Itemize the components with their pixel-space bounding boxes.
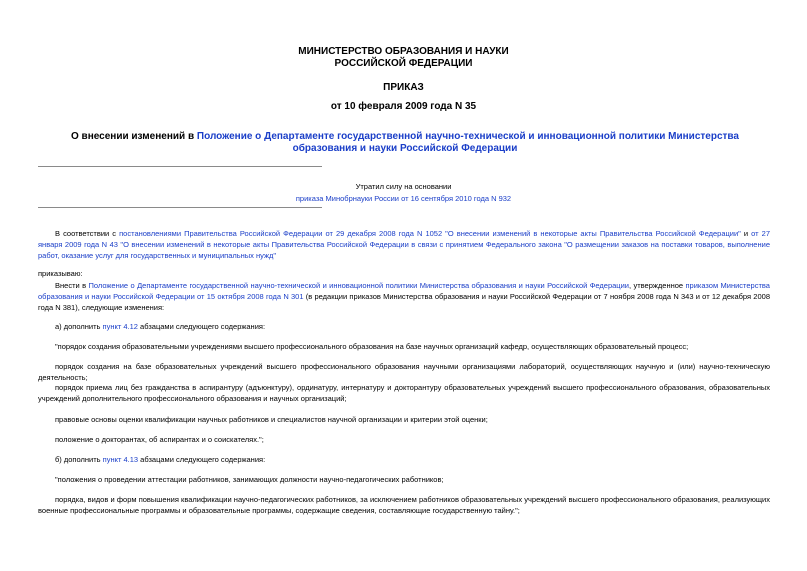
divider-top bbox=[38, 166, 322, 167]
paragraph-a-5: положение о докторантах, об аспирантах и о соискателях."; bbox=[55, 435, 264, 444]
paragraph-b-1: "положения о проведении аттестации работников, занимающих должности научно-педагогических работников; bbox=[55, 475, 444, 484]
title-link[interactable]: Положение о Департаменте государственной научно-технической и инновационной политики Министерства образования и науки Российской Федерации bbox=[196, 131, 739, 154]
item-a-text-1: а) дополнить bbox=[55, 322, 103, 331]
item-a-text-2: абзацами следующего содержания: bbox=[137, 322, 266, 331]
item-b bbox=[38, 454, 770, 465]
paragraph-a-4: правовые основы оценки квалификации научных работников и специалистов научной организации и критерии этой оценки; bbox=[55, 415, 488, 424]
intro-link-1[interactable]: Положение о Департаменте государственной научно-технической и инновационной политики Министерства образования и науки Российской Федерации bbox=[88, 281, 629, 290]
paragraph-a-1: "порядок создания образовательными учреждениями высшего профессионального образования на базе научных организаций кафедр, осуществляющих образовательный процесс; bbox=[55, 342, 689, 351]
intro-text-2: , утвержденное bbox=[628, 281, 686, 290]
paragraph-a-3: порядок приема лиц без гражданства в аспирантуру (адъюнктуру), ординатуру, интернатуру и докторантуру образовательных учреждений высшего профессионального образования, образовательных учреждений дополнительного профессионального образования и научных организаций; bbox=[38, 383, 770, 403]
title-prefix: О внесении изменений в bbox=[71, 131, 197, 142]
preamble-link-1[interactable]: постановлениями Правительства Российской Федерации от 29 декабря 2008 года N 1052 "О внесении изменений в некоторые акты Правительства Российской Федерации" bbox=[119, 229, 741, 238]
intro-link-2[interactable]: приказом Министерства образования и науки Российской Федерации от 15 октября 2008 года N 301 bbox=[38, 281, 770, 301]
item-a bbox=[38, 321, 770, 332]
paragraph-b-2: порядка, видов и форм повышения квалификации научно-педагогических работников, за исключением работников образовательных учреждений высшего профессионального образования, реализующих военные профессиональные программы и образовательные программы, содержащие сведения, составляющие государственную тайну."; bbox=[38, 495, 770, 515]
document-date: от 10 февраля 2009 года N 35 bbox=[330, 101, 477, 112]
ministry-name-line1: МИНИСТЕРСТВО ОБРАЗОВАНИЯ И НАУКИ bbox=[298, 46, 509, 57]
intro-text-3: (в редакции приказов Министерства образования и науки Российской Федерации от 7 ноября 2008 года N 343 и от 12 декабря 2008 года N 381), следующие изменения: bbox=[38, 292, 770, 312]
preamble-link-2[interactable]: от 27 января 2009 года N 43 "О внесении изменений в некоторые акты Правительства Российской Федерации в связи с принятием Федерального закона "О размещении заказов на поставки товаров, выполнение работ, оказание услуг для государственных и муниципальных нужд" bbox=[38, 229, 771, 260]
intro-text-1: Внести в bbox=[55, 281, 89, 290]
preamble-text-2: и bbox=[740, 229, 752, 238]
paragraph-a-2: порядок создания на базе образовательных учреждений высшего профессионального образования научными организациями лабораторий, осуществляющих научную и (или) научно-техническую деятельность; bbox=[38, 362, 770, 382]
intro-paragraph bbox=[38, 280, 770, 313]
item-b-text-2: абзацами следующего содержания: bbox=[138, 455, 266, 464]
ministry-name-line2: РОССИЙСКОЙ ФЕДЕРАЦИИ bbox=[334, 58, 473, 69]
document-title bbox=[40, 131, 770, 155]
status-link[interactable]: приказа Минобрнауки России от 16 сентября 2010 года N 932 bbox=[295, 194, 512, 203]
preamble-paragraph bbox=[38, 228, 770, 261]
status-note: Утратил силу на основании bbox=[355, 182, 452, 191]
item-a-link[interactable]: пункт 4.12 bbox=[102, 322, 138, 331]
divider-bottom bbox=[38, 207, 322, 208]
preamble-text-1: В соответствии с bbox=[55, 229, 120, 238]
item-b-link[interactable]: пункт 4.13 bbox=[102, 455, 139, 464]
document-type: ПРИКАЗ bbox=[383, 82, 424, 93]
item-b-text-1: б) дополнить bbox=[55, 455, 103, 464]
order-word: приказываю: bbox=[38, 269, 83, 278]
